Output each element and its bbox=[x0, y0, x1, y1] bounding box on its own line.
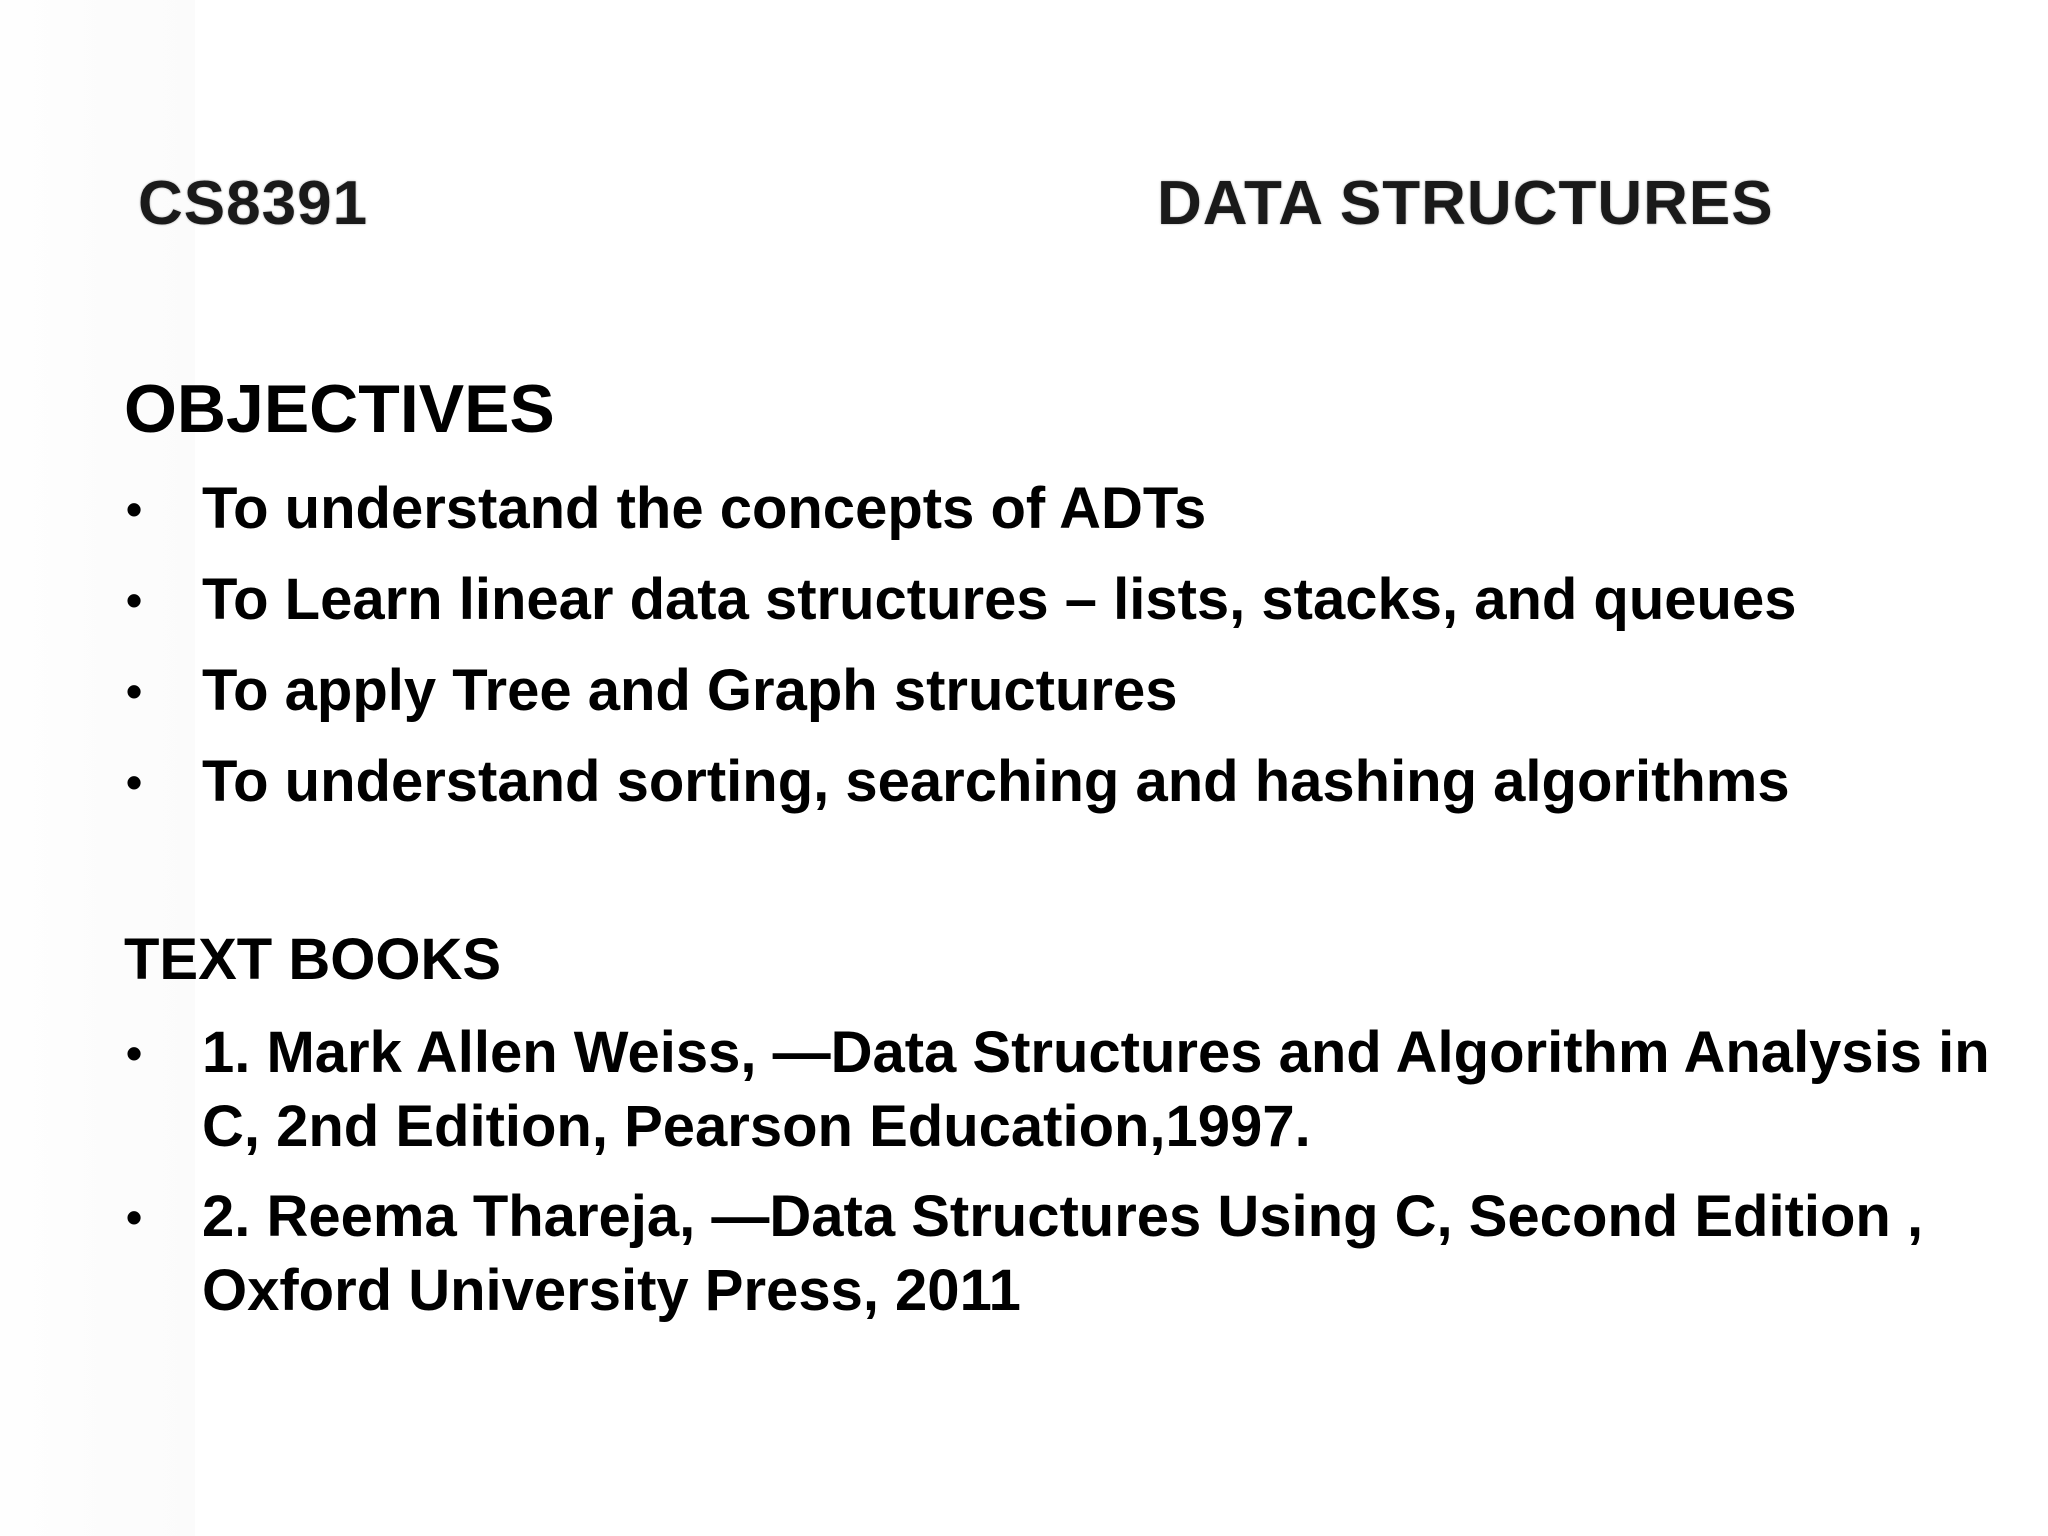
objectives-list bbox=[124, 474, 2004, 838]
objectives-heading: OBJECTIVES bbox=[124, 371, 555, 447]
objective-item bbox=[124, 656, 2004, 747]
objective-text: To apply Tree and Graph structures bbox=[202, 658, 1178, 723]
objective-item bbox=[124, 747, 2004, 838]
bullet-icon: • bbox=[126, 665, 143, 717]
bullet-icon: • bbox=[126, 1027, 143, 1079]
textbook-text: 1. Mark Allen Weiss, —Data Structures and Algorithm Analysis in C, 2nd Edition, Pearson Education,1997. bbox=[202, 1020, 1990, 1159]
objective-item bbox=[124, 565, 2004, 656]
textbook-item bbox=[124, 1016, 2004, 1164]
course-code: CS8391 bbox=[138, 169, 369, 238]
objective-text: To understand the concepts of ADTs bbox=[202, 476, 1207, 541]
bullet-icon: • bbox=[126, 483, 143, 535]
bullet-icon: • bbox=[126, 756, 143, 808]
textbooks-list bbox=[124, 1016, 2004, 1344]
bullet-icon: • bbox=[126, 1191, 143, 1243]
course-title: DATA STRUCTURES bbox=[1157, 169, 1774, 238]
objective-text: To understand sorting, searching and hashing algorithms bbox=[202, 749, 1790, 814]
textbooks-heading: TEXT BOOKS bbox=[124, 927, 502, 992]
textbook-text: 2. Reema Thareja, —Data Structures Using C, Second Edition , Oxford University Press, 2011 bbox=[202, 1184, 1924, 1323]
objective-text: To Learn linear data structures – lists, stacks, and queues bbox=[202, 567, 1797, 632]
bullet-icon: • bbox=[126, 574, 143, 626]
textbook-item bbox=[124, 1180, 2004, 1328]
objective-item bbox=[124, 474, 2004, 565]
